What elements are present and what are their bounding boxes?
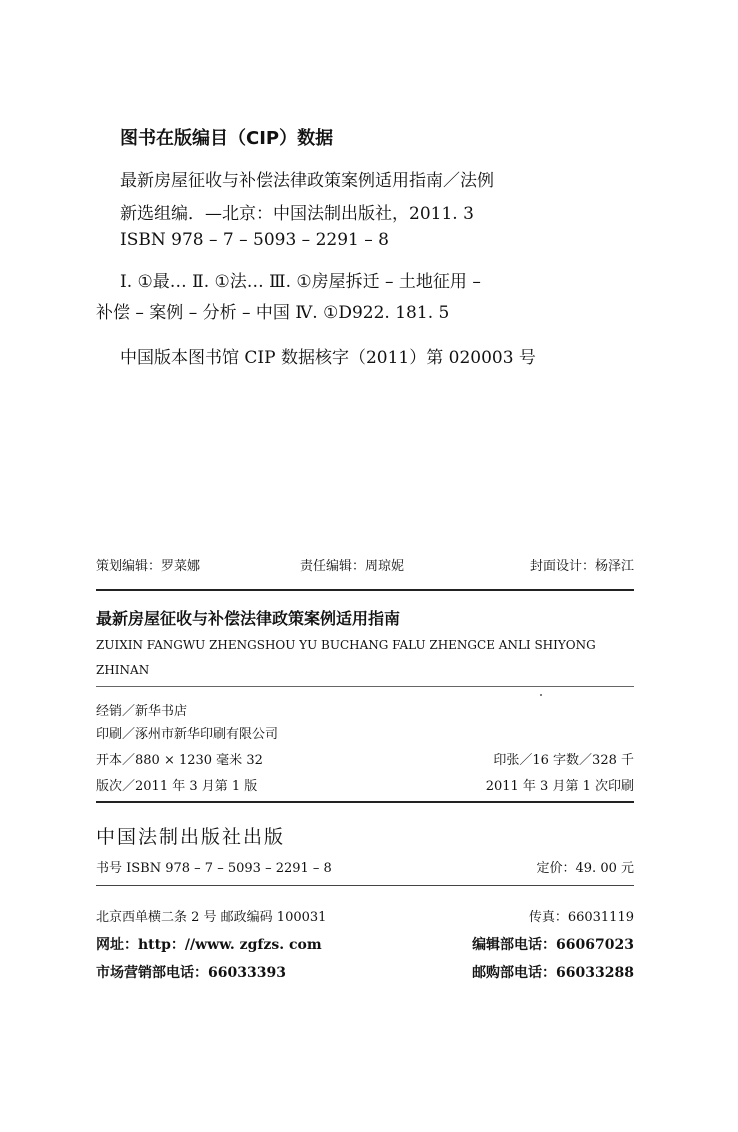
book-title-pinyin-line2: ZHINAN [96, 663, 150, 677]
cip-line-2: 新选组编．—北京：中国法制出版社，2011. 3 [120, 204, 474, 224]
book-title-pinyin-line1: ZUIXIN FANGWU ZHENGSHOU YU BUCHANG FALU ZHENGCE ANLI SHIYONG [96, 638, 596, 652]
isbn: 书号 ISBN 978 – 7 – 5093 – 2291 – 8 [96, 861, 332, 876]
marketing-phone: 市场营销部电话：66033393 [96, 965, 286, 981]
cip-title: 图书在版编目（CIP）数据 [120, 128, 334, 149]
planning-editor: 策划编辑：罗菜娜 [96, 559, 201, 574]
edition: 版次／2011 年 3 月第 1 版 [96, 779, 258, 794]
cip-line-5: 补偿 – 案例 – 分析 – 中国 Ⅳ. ①D922. 181. 5 [96, 303, 450, 323]
cip-line-6: 中国版本图书馆 CIP 数据核字（2011）第 020003 号 [120, 348, 536, 368]
sheets-words: 印张／16 字数／328 千 [493, 753, 634, 768]
divider-middle [96, 801, 634, 803]
responsible-editor: 责任编辑：周琼妮 [300, 559, 405, 574]
divider-top [96, 589, 634, 591]
distributor: 经销／新华书店 [96, 704, 188, 719]
cover-designer: 封面设计：杨泽江 [529, 559, 634, 574]
fax: 传真：66031119 [528, 910, 634, 925]
printing: 2011 年 3 月第 1 次印刷 [485, 779, 634, 794]
address: 北京西单横二条 2 号 邮政编码 100031 [96, 910, 327, 925]
printer: 印刷／涿州市新华印刷有限公司 [96, 727, 279, 742]
editorial-phone: 编辑部电话：66067023 [472, 937, 634, 953]
format: 开本／880 × 1230 毫米 32 [96, 753, 263, 768]
price: 定价：49. 00 元 [536, 861, 634, 876]
book-title: 最新房屋征收与补偿法律政策案例适用指南 [96, 609, 401, 628]
website: 网址：http：//www. zgfzs. com [96, 937, 322, 953]
divider-thin [96, 686, 634, 687]
cip-line-3: ISBN 978 – 7 – 5093 – 2291 – 8 [120, 230, 389, 250]
divider-lower [96, 885, 634, 886]
speck [540, 694, 542, 696]
cip-line-1: 最新房屋征收与补偿法律政策案例适用指南／法例 [120, 171, 494, 191]
mail-order-phone: 邮购部电话：66033288 [472, 965, 634, 981]
cip-line-4: Ⅰ. ①最… Ⅱ. ①法… Ⅲ. ①房屋拆迁 – 土地征用 – [120, 272, 481, 292]
publisher-name: 中国法制出版社出版 [96, 826, 286, 848]
